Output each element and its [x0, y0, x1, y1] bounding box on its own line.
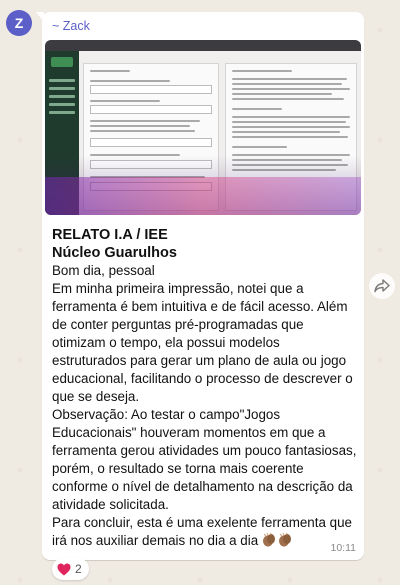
clapping-hands-emoji-icon: [261, 532, 293, 552]
heart-emoji-icon: [57, 563, 71, 576]
message-paragraph-last: [52, 514, 357, 552]
message-title: [52, 226, 177, 262]
image-browser-bar: [45, 40, 361, 51]
reaction-pill[interactable]: [52, 558, 89, 580]
title-line-2: Núcleo Guarulhos: [52, 245, 177, 261]
forward-button[interactable]: [369, 273, 395, 299]
message-bubble[interactable]: [42, 12, 364, 560]
message-paragraph-text: Para concluir, esta é uma exelente ferramenta que irá nos auxiliar demais no dia a dia: [52, 515, 352, 548]
message-body: [52, 262, 357, 552]
forward-icon: [374, 279, 390, 293]
message-paragraph: Observação: Ao testar o campo"Jogos Educacionais" houveram momentos em que a ferramenta gerou atividades um pouco fantasiosas, porém, o resultado se torna mais coerente conforme o nível de detalhamento na descrição da atividade solicitada.: [52, 407, 357, 512]
reaction-count: 2: [75, 562, 82, 576]
message-timestamp: 10:11: [330, 542, 356, 554]
sender-name[interactable]: ~ Zack: [52, 19, 90, 33]
message-paragraph: Em minha primeira impressão, notei que a ferramenta é bem intuitiva e de fácil acesso. Além de conter perguntas pré-programadas que otimizam o tempo, ela possui modelos estruturados para gerar um plano de aula ou jogo educacional, facilitando o processo de descrever o que se deseja.: [52, 281, 353, 404]
title-line-1: RELATO I.A / IEE: [52, 227, 168, 243]
avatar-initial: Z: [14, 15, 24, 31]
attached-screenshot-image[interactable]: [45, 40, 361, 215]
message-paragraph: Bom dia, pessoal: [52, 263, 155, 278]
sender-avatar[interactable]: [6, 10, 32, 36]
